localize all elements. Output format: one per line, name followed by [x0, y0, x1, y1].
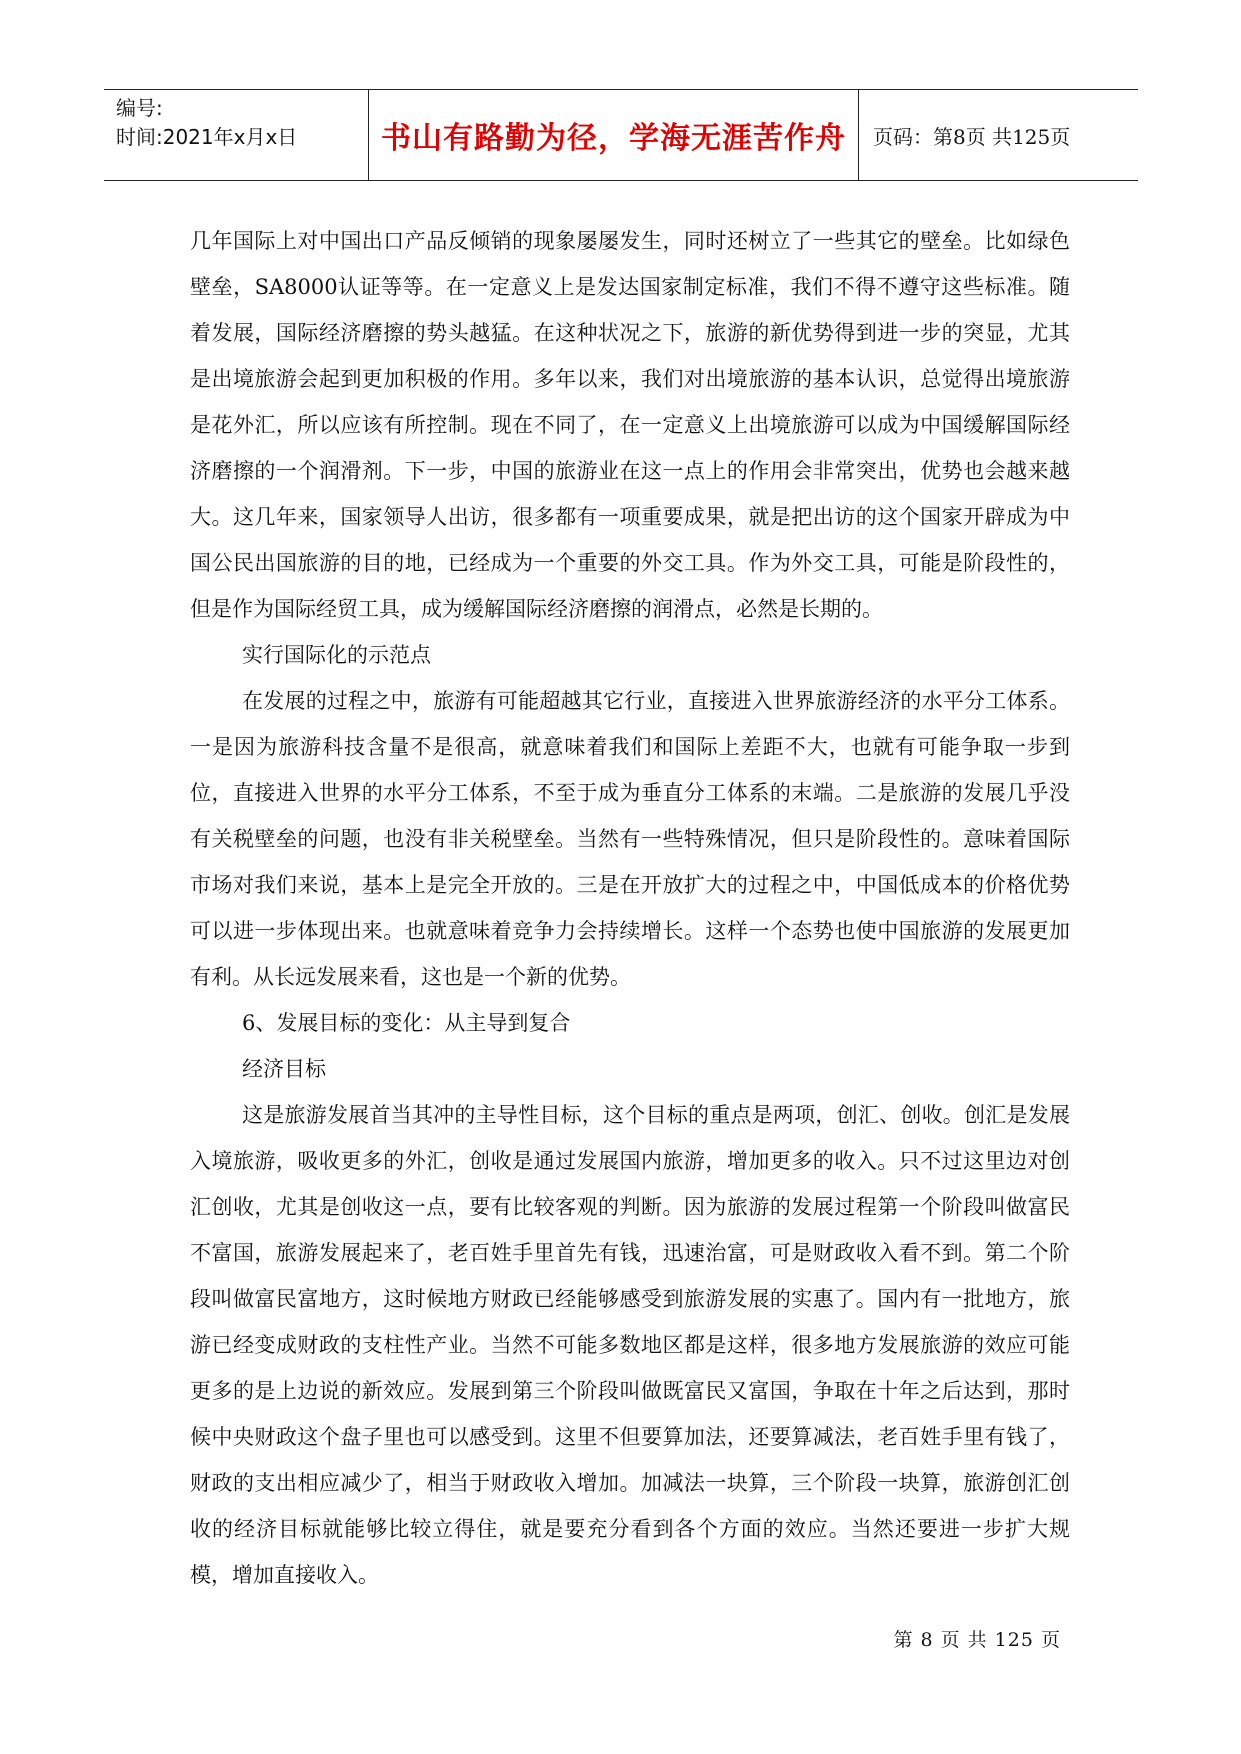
section-heading: 6、发展目标的变化：从主导到复合 [242, 1011, 571, 1035]
header-meta [104, 90, 369, 180]
document-number-label: 编号: [116, 96, 163, 120]
section-heading: 实行国际化的示范点 [242, 643, 431, 667]
header-page-code: 页码：第8页 共125页 [873, 124, 1071, 149]
page-header [104, 89, 1138, 181]
body-paragraph: 这是旅游发展首当其冲的主导性目标，这个目标的重点是两项，创汇、创收。创汇是发展入境旅游，吸收更多的外汇，创收是通过发展国内旅游，增加更多的收入。只不过这里边对创汇创收，尤其是创收这一点，要有比较客观的判断。因为旅游的发展过程第一个阶段叫做富民不富国，旅游发展起来了，老百姓手里首先有钱，迅速治富，可是财政收入看不到。第二个阶段叫做富民富地方，这时候地方财政已经能够感受到旅游发展的实惠了。国内有一批地方，旅游已经变成财政的支柱性产业。当然不可能多数地区都是这样，很多地方发展旅游的效应可能更多的是上边说的新效应。发展到第三个阶段叫做既富民又富国，争取在十年之后达到，那时候中央财政这个盘子里也可以感受到。这里不但要算加法，还要算减法，老百姓手里有钱了，财政的支出相应减少了，相当于财政收入增加。加减法一块算，三个阶段一块算，旅游创汇创收的经济目标就能够比较立得住，就是要充分看到各个方面的效应。当然还要进一步扩大规模，增加直接收入。 [190, 1103, 1070, 1587]
body-paragraph: 在发展的过程之中，旅游有可能超越其它行业，直接进入世界旅游经济的水平分工体系。一是因为旅游科技含量不是很高，就意味着我们和国际上差距不大，也就有可能争取一步到位，直接进入世界的水平分工体系，不至于成为垂直分工体系的末端。二是旅游的发展几乎没有关税壁垒的问题，也没有非关税壁垒。当然有一些特殊情况，但只是阶段性的。意味着国际市场对我们来说，基本上是完全开放的。三是在开放扩大的过程之中，中国低成本的价格优势可以进一步体现出来。也就意味着竞争力会持续增长。这样一个态势也使中国旅游的发展更加有利。从长远发展来看，这也是一个新的优势。 [190, 689, 1070, 989]
section-heading: 经济目标 [242, 1057, 326, 1081]
page-footer: 第 8 页 共 125 页 [893, 1629, 1061, 1651]
document-body [190, 218, 1070, 1598]
body-paragraph: 几年国际上对中国出口产品反倾销的现象屡屡发生，同时还树立了一些其它的壁垒。比如绿色壁垒，SA8000认证等等。在一定意义上是发达国家制定标准，我们不得不遵守这些标准。随着发展，国际经济磨擦的势头越猛。在这种状况之下，旅游的新优势得到进一步的突显，尤其是出境旅游会起到更加积极的作用。多年以来，我们对出境旅游的基本认识，总觉得出境旅游是花外汇，所以应该有所控制。现在不同了，在一定意义上出境旅游可以成为中国缓解国际经济磨擦的一个润滑剂。下一步，中国的旅游业在这一点上的作用会非常突出，优势也会越来越大。这几年来，国家领导人出访，很多都有一项重要成果，就是把出访的这个国家开辟成为中国公民出国旅游的目的地，已经成为一个重要的外交工具。作为外交工具，可能是阶段性的，但是作为国际经贸工具，成为缓解国际经济磨擦的润滑点，必然是长期的。 [190, 229, 1070, 621]
header-motto: 书山有路勤为径，学海无涯苦作舟 [369, 90, 859, 180]
document-time-label: 时间:2021年x月x日 [116, 125, 298, 149]
